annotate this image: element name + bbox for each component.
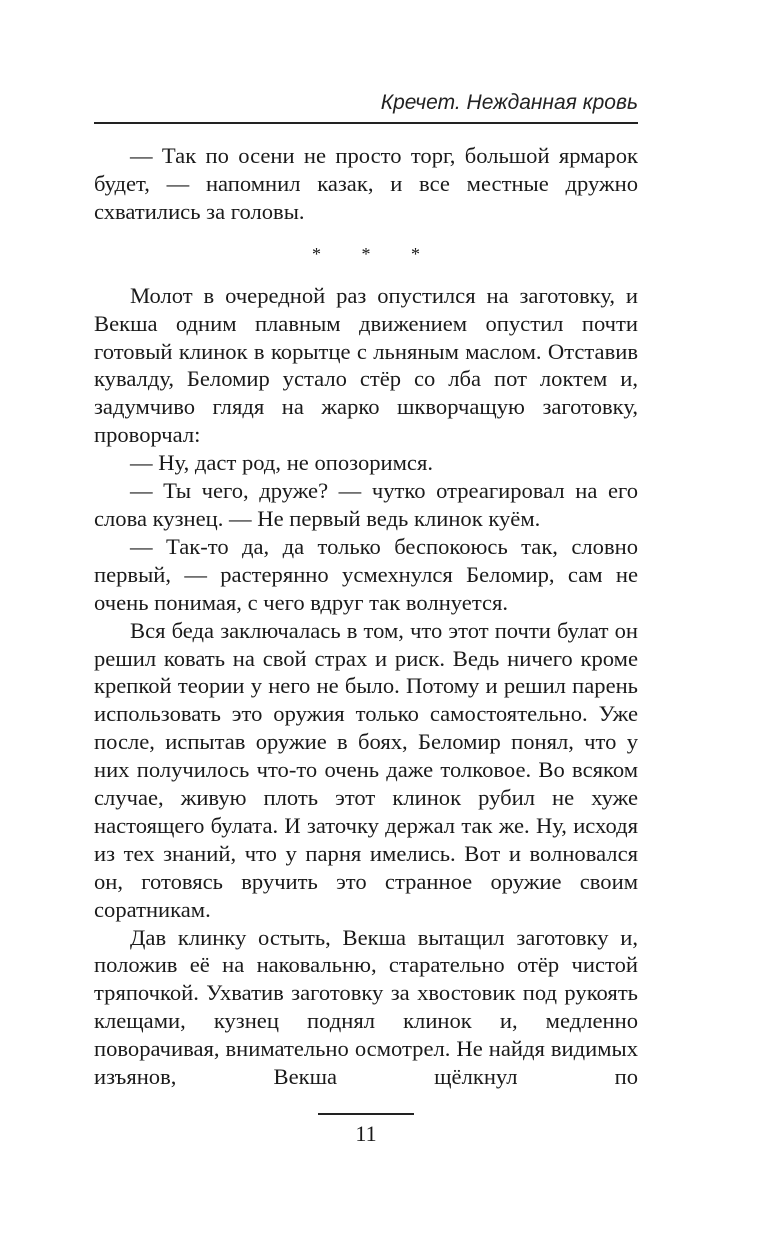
page-number: 11	[355, 1121, 377, 1146]
footer-rule	[318, 1113, 414, 1115]
paragraph: — Ну, даст род, не опозоримся.	[130, 450, 433, 476]
paragraph: Вся беда заключалась в том, что этот почти булат он решил ковать на свой страх и риск. Ведь ничего кроме крепкой теории у него не было. Потому и решил парень использовать это оружия только самостоятельно. Уже после, испытав оружие в боях, Беломир понял, что у них получилось что-то очень даже толковое. Во всяком случае, живую плоть этот клинок рубил не хуже настоящего булата. И заточку держал так же. Ну, исходя из тех знаний, что у парня имелись. Вот и волновался он, готовясь вручить это странное оружие своим соратникам.	[94, 617, 638, 922]
paragraph: — Так-то да, да только беспокоюсь так, словно первый, — растерянно усмехнулся Беломир, сам не очень понимая, с чего вдруг так волнуется.	[94, 533, 638, 615]
paragraph: — Так по осени не просто торг, большой ярмарок будет, — напомнил казак, и все местные дружно схватились за головы.	[94, 143, 638, 224]
page-text	[94, 142, 638, 1091]
paragraph-last: Дав клинку остыть, Векша вытащил заготовку и, положив её на наковальню, старательно отёр чистой тряпочкой. Ухватив заготовку за хвостовик под рукоять клещами, кузнец поднял клинок и, медленно поворачивая, внимательно осмотрел. Не найдя видимых изъянов, Векша щёлкнул по	[94, 924, 638, 1090]
header-rule	[94, 122, 638, 124]
running-title: Кречет. Нежданная кровь	[380, 91, 638, 114]
section-break: * * *	[312, 243, 438, 264]
paragraph: Молот в очередной раз опустился на заготовку, и Векша одним плавным движением опустил почти готовый клинок в корытце с льняным маслом. Отставив кувалду, Беломир устало стёр со лба пот локтем и, задумчиво глядя на жарко шкворчащую заготовку, проворчал:	[94, 282, 638, 448]
paragraph: — Ты чего, друже? — чутко отреагировал на его слова кузнец. — Не первый ведь клинок куём.	[94, 478, 638, 531]
